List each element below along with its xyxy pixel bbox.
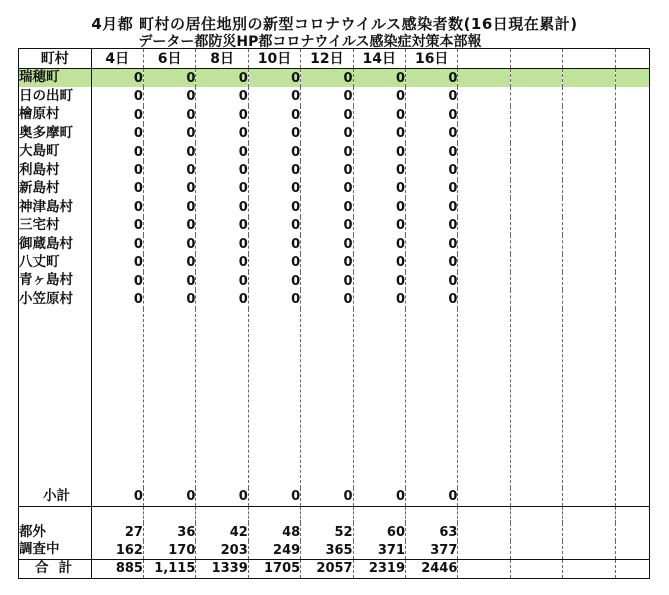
town-name: 瑞穂町 (19, 69, 92, 88)
outside-cell: 36 (143, 523, 195, 541)
town-row (19, 217, 650, 235)
empty-cell (563, 87, 615, 105)
empty-cell (510, 106, 562, 124)
empty-cell (563, 69, 615, 88)
outside-cell: 60 (353, 523, 405, 541)
case-count-cell: 0 (353, 198, 405, 216)
header-row (19, 49, 650, 69)
empty-cell (563, 180, 615, 198)
case-count-cell: 0 (196, 124, 248, 142)
empty-cell (563, 161, 615, 179)
document-title: 4月都 町村の居住地別の新型コロナウイルス感染者数(16日現在累計) (91, 15, 578, 33)
total-cell: 2446 (406, 559, 458, 578)
empty-cell (458, 254, 510, 272)
case-count-cell: 0 (91, 143, 143, 161)
case-count-cell: 0 (91, 235, 143, 253)
case-count-cell: 0 (196, 161, 248, 179)
empty-cell (615, 69, 649, 88)
case-count-cell: 0 (353, 235, 405, 253)
outside-label: 都外 (19, 523, 92, 541)
subtotal-label: 小計 (19, 488, 92, 507)
town-row (19, 143, 650, 161)
town-row (19, 69, 650, 88)
pending-label: 調査中 (19, 541, 92, 559)
outside-cell: 48 (248, 523, 300, 541)
outside-cell: 52 (301, 523, 353, 541)
subtotal-cell: 0 (91, 488, 143, 507)
case-count-cell: 0 (91, 106, 143, 124)
empty-cell (510, 217, 562, 235)
case-count-cell: 0 (91, 254, 143, 272)
case-count-cell: 0 (248, 290, 300, 309)
town-name: 御蔵島村 (19, 235, 92, 253)
case-count-cell: 0 (353, 161, 405, 179)
case-count-cell: 0 (143, 161, 195, 179)
case-count-cell: 0 (406, 69, 458, 88)
empty-cell (458, 180, 510, 198)
header-date: 14日 (353, 49, 405, 69)
case-count-cell: 0 (248, 69, 300, 88)
case-count-cell: 0 (248, 143, 300, 161)
empty-cell (510, 290, 562, 309)
empty-cell (615, 235, 649, 253)
case-count-cell: 0 (301, 198, 353, 216)
case-count-cell: 0 (196, 254, 248, 272)
header-date: 16日 (406, 49, 458, 69)
section-divider (19, 506, 650, 523)
case-count-cell: 0 (196, 143, 248, 161)
case-count-cell: 0 (406, 272, 458, 290)
outside-cell: 63 (406, 523, 458, 541)
town-name: 三宅村 (19, 217, 92, 235)
case-count-cell: 0 (91, 87, 143, 105)
blank-area (19, 309, 650, 488)
case-count-cell: 0 (353, 124, 405, 142)
subtotal-cell: 0 (353, 488, 405, 507)
case-count-cell: 0 (196, 87, 248, 105)
case-count-cell: 0 (353, 217, 405, 235)
empty-cell (458, 198, 510, 216)
case-count-cell: 0 (406, 124, 458, 142)
empty-cell (458, 161, 510, 179)
total-cell: 2319 (353, 559, 405, 578)
case-count-cell: 0 (406, 198, 458, 216)
town-name: 檜原村 (19, 106, 92, 124)
case-count-cell: 0 (248, 124, 300, 142)
pending-cell: 170 (143, 541, 195, 559)
case-count-cell: 0 (248, 235, 300, 253)
case-count-cell: 0 (143, 143, 195, 161)
document-subtitle: データー都防災HP都コロナウイルス感染症対策本部報 (138, 34, 482, 50)
total-cell: 885 (91, 559, 143, 578)
town-name: 小笠原村 (19, 290, 92, 309)
empty-cell (615, 290, 649, 309)
empty-cell (563, 106, 615, 124)
empty-cell (458, 143, 510, 161)
empty-cell (615, 143, 649, 161)
cases-table (18, 48, 650, 579)
empty-cell (615, 106, 649, 124)
case-count-cell: 0 (91, 198, 143, 216)
case-count-cell: 0 (143, 290, 195, 309)
town-name: 大島町 (19, 143, 92, 161)
empty-cell (563, 235, 615, 253)
case-count-cell: 0 (353, 272, 405, 290)
town-name: 青ヶ島村 (19, 272, 92, 290)
case-count-cell: 0 (301, 290, 353, 309)
case-count-cell: 0 (91, 272, 143, 290)
empty-cell (615, 124, 649, 142)
empty-cell (615, 87, 649, 105)
case-count-cell: 0 (301, 106, 353, 124)
case-count-cell: 0 (353, 106, 405, 124)
case-count-cell: 0 (143, 198, 195, 216)
town-row (19, 124, 650, 142)
case-count-cell: 0 (301, 143, 353, 161)
case-count-cell: 0 (196, 69, 248, 88)
case-count-cell: 0 (406, 106, 458, 124)
case-count-cell: 0 (248, 180, 300, 198)
town-name: 神津島村 (19, 198, 92, 216)
town-row (19, 198, 650, 216)
outside-cell: 42 (196, 523, 248, 541)
case-count-cell: 0 (91, 69, 143, 88)
empty-cell (458, 217, 510, 235)
town-name: 日の出町 (19, 87, 92, 105)
empty-cell (563, 290, 615, 309)
case-count-cell: 0 (248, 272, 300, 290)
case-count-cell: 0 (143, 124, 195, 142)
total-cell: 1705 (248, 559, 300, 578)
header-date: 8日 (196, 49, 248, 69)
case-count-cell: 0 (353, 69, 405, 88)
header-empty (615, 49, 649, 69)
case-count-cell: 0 (248, 106, 300, 124)
case-count-cell: 0 (301, 161, 353, 179)
empty-cell (615, 180, 649, 198)
case-count-cell: 0 (143, 217, 195, 235)
case-count-cell: 0 (91, 124, 143, 142)
empty-cell (510, 254, 562, 272)
case-count-cell: 0 (301, 272, 353, 290)
empty-cell (615, 217, 649, 235)
case-count-cell: 0 (196, 198, 248, 216)
case-count-cell: 0 (248, 87, 300, 105)
case-count-cell: 0 (196, 106, 248, 124)
case-count-cell: 0 (301, 217, 353, 235)
header-date: 10日 (248, 49, 300, 69)
case-count-cell: 0 (353, 290, 405, 309)
total-cell: 1339 (196, 559, 248, 578)
case-count-cell: 0 (143, 106, 195, 124)
empty-cell (510, 180, 562, 198)
case-count-cell: 0 (143, 69, 195, 88)
empty-cell (510, 69, 562, 88)
case-count-cell: 0 (196, 217, 248, 235)
subtotal-cell: 0 (196, 488, 248, 507)
case-count-cell: 0 (91, 290, 143, 309)
under-investigation-row (19, 541, 650, 559)
pending-cell: 162 (91, 541, 143, 559)
empty-cell (615, 161, 649, 179)
empty-cell (458, 272, 510, 290)
empty-cell (615, 272, 649, 290)
empty-cell (510, 161, 562, 179)
empty-cell (458, 87, 510, 105)
case-count-cell: 0 (353, 87, 405, 105)
town-row (19, 87, 650, 105)
empty-cell (510, 143, 562, 161)
empty-cell (458, 124, 510, 142)
case-count-cell: 0 (248, 161, 300, 179)
header-date: 6日 (143, 49, 195, 69)
town-row (19, 106, 650, 124)
case-count-cell: 0 (91, 161, 143, 179)
total-cell: 1,115 (143, 559, 195, 578)
header-date: 4日 (91, 49, 143, 69)
subtotal-cell: 0 (248, 488, 300, 507)
subtotal-cell: 0 (406, 488, 458, 507)
total-cell: 2057 (301, 559, 353, 578)
town-row (19, 235, 650, 253)
case-count-cell: 0 (196, 272, 248, 290)
header-corner: 町村 (19, 49, 92, 69)
header-date: 12日 (301, 49, 353, 69)
case-count-cell: 0 (301, 254, 353, 272)
town-row (19, 254, 650, 272)
empty-cell (458, 69, 510, 88)
town-row (19, 161, 650, 179)
case-count-cell: 0 (91, 180, 143, 198)
case-count-cell: 0 (196, 180, 248, 198)
header-empty (563, 49, 615, 69)
town-name: 八丈町 (19, 254, 92, 272)
empty-cell (510, 87, 562, 105)
case-count-cell: 0 (196, 290, 248, 309)
case-count-cell: 0 (406, 254, 458, 272)
case-count-cell: 0 (406, 235, 458, 253)
case-count-cell: 0 (143, 180, 195, 198)
pending-cell: 371 (353, 541, 405, 559)
empty-cell (615, 198, 649, 216)
case-count-cell: 0 (301, 124, 353, 142)
case-count-cell: 0 (406, 143, 458, 161)
town-name: 奥多摩町 (19, 124, 92, 142)
case-count-cell: 0 (301, 180, 353, 198)
pending-cell: 249 (248, 541, 300, 559)
empty-cell (458, 290, 510, 309)
empty-cell (615, 254, 649, 272)
empty-cell (458, 106, 510, 124)
total-row (19, 559, 650, 578)
empty-cell (510, 124, 562, 142)
outside-cell: 27 (91, 523, 143, 541)
case-count-cell: 0 (248, 217, 300, 235)
town-row (19, 272, 650, 290)
case-count-cell: 0 (353, 254, 405, 272)
empty-cell (563, 124, 615, 142)
case-count-cell: 0 (301, 235, 353, 253)
case-count-cell: 0 (353, 180, 405, 198)
pending-cell: 365 (301, 541, 353, 559)
empty-cell (563, 272, 615, 290)
empty-cell (458, 235, 510, 253)
empty-cell (563, 143, 615, 161)
case-count-cell: 0 (301, 87, 353, 105)
case-count-cell: 0 (248, 198, 300, 216)
town-name: 利島村 (19, 161, 92, 179)
case-count-cell: 0 (248, 254, 300, 272)
header-empty (458, 49, 510, 69)
case-count-cell: 0 (143, 254, 195, 272)
case-count-cell: 0 (353, 143, 405, 161)
case-count-cell: 0 (406, 217, 458, 235)
total-label: 合計 (19, 559, 92, 578)
case-count-cell: 0 (406, 180, 458, 198)
empty-cell (563, 217, 615, 235)
empty-cell (563, 198, 615, 216)
town-row (19, 290, 650, 309)
header-empty (510, 49, 562, 69)
case-count-cell: 0 (143, 235, 195, 253)
case-count-cell: 0 (406, 161, 458, 179)
outside-tokyo-row (19, 523, 650, 541)
subtotal-cell: 0 (143, 488, 195, 507)
case-count-cell: 0 (196, 235, 248, 253)
pending-cell: 377 (406, 541, 458, 559)
empty-cell (510, 198, 562, 216)
town-row (19, 180, 650, 198)
town-name: 新島村 (19, 180, 92, 198)
pending-cell: 203 (196, 541, 248, 559)
case-count-cell: 0 (143, 87, 195, 105)
case-count-cell: 0 (91, 217, 143, 235)
subtotal-row (19, 488, 650, 507)
case-count-cell: 0 (301, 69, 353, 88)
case-count-cell: 0 (406, 87, 458, 105)
case-count-cell: 0 (406, 290, 458, 309)
case-count-cell: 0 (143, 272, 195, 290)
empty-cell (510, 272, 562, 290)
empty-cell (563, 254, 615, 272)
empty-cell (510, 235, 562, 253)
subtotal-cell: 0 (301, 488, 353, 507)
